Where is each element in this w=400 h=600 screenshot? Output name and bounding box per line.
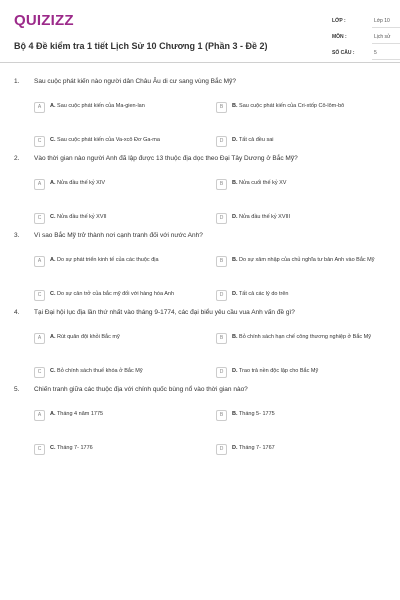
option-b[interactable] [216,177,386,195]
question-number: 5. [14,386,20,393]
option-letter-box: B [216,102,227,113]
option-key: B. [232,103,238,109]
option-letter-box: A [34,333,45,344]
question-5 [0,386,400,463]
question-number: 3. [14,232,20,239]
option-c[interactable] [34,134,204,152]
option-text: Tất cả đều sai [238,137,274,143]
option-key: A. [50,180,56,186]
quizizz-logo: QUIZIZZ [14,12,74,29]
option-a[interactable] [34,408,204,426]
option-letter-box: A [34,410,45,421]
option-key: C. [50,137,56,143]
option-text: Do sự cản trở của bắc mỹ đối với hàng hóa Anh [57,291,175,297]
option-letter-box: B [216,333,227,344]
option-key: D. [232,368,238,374]
option-key: C. [50,291,56,297]
option-letter-box: B [216,256,227,267]
option-b[interactable] [216,254,386,272]
option-c[interactable] [34,211,204,229]
option-d[interactable] [216,211,386,229]
option-d[interactable] [216,442,386,460]
question-number: 4. [14,309,20,316]
option-text: Tháng 5- 1775 [238,411,275,417]
option-a[interactable] [34,254,204,272]
option-a[interactable] [34,100,204,118]
option-d[interactable] [216,288,386,306]
option-text: Do sự phát triển kinh tế của các thuộc địa [57,257,159,263]
meta-row-subject [332,32,400,46]
option-letter-box: A [34,102,45,113]
option-letter-box: D [216,367,227,378]
option-text: Nửa đầu thế kỷ XVIII [239,214,291,220]
option-key: D. [232,137,238,143]
option-letter-box: C [34,367,45,378]
option-key: D. [232,445,238,451]
question-list [0,78,400,463]
question-number: 1. [14,78,20,85]
option-letter-box: B [216,410,227,421]
question-1 [0,78,400,155]
option-c[interactable] [34,442,204,460]
meta-value: 5 [372,48,400,60]
option-text: Do sự xâm nhập của chủ nghĩa tư bản Anh vào Bắc Mỹ [239,257,375,263]
option-key: A. [50,257,56,263]
option-letter-box: D [216,213,227,224]
question-text: Vào thời gian nào người Anh đã lập được 13 thuộc địa dọc theo Đại Tây Dương ở Bắc Mỹ? [34,155,298,162]
meta-row-class [332,16,400,30]
question-4 [0,309,400,386]
option-letter-box: D [216,136,227,147]
option-text: Tháng 4 năm 1775 [56,411,104,417]
option-text: Sau cuộc phát kiến của Ma-gien-lan [57,103,145,109]
option-text: Bỏ chính sách thuế khóa ở Bắc Mỹ [57,368,143,374]
header-divider [0,62,400,63]
option-b[interactable] [216,408,386,426]
option-letter-box: C [34,213,45,224]
meta-label: LỚP : [332,18,346,24]
option-text: Bỏ chính sách hạn chế công thương nghiệp ở Bắc Mỹ [239,334,372,340]
option-a[interactable] [34,177,204,195]
option-key: A. [50,334,56,340]
option-text: Sau cuộc phát kiến của Cri-xtốp Cô-lôm-bô [239,103,345,109]
option-key: D. [232,291,238,297]
option-letter-box: C [34,290,45,301]
meta-label: SỐ CÂU : [332,50,355,56]
option-key: B. [232,180,238,186]
option-d[interactable] [216,134,386,152]
option-key: C. [50,214,56,220]
option-letter-box: A [34,179,45,190]
option-key: B. [232,257,238,263]
meta-row-count [332,48,400,62]
option-text: Trao trả nền độc lập cho Bắc Mỹ [238,368,319,374]
option-letter-box: B [216,179,227,190]
option-text: Nửa cuối thế kỷ XV [239,180,287,186]
option-letter-box: D [216,444,227,455]
option-a[interactable] [34,331,204,349]
option-letter-box: C [34,444,45,455]
option-text: Tháng 7- 1776 [56,445,93,451]
option-text: Nửa đầu thế kỷ XVII [57,214,107,220]
meta-label: MÔN : [332,34,347,40]
option-c[interactable] [34,288,204,306]
question-3 [0,232,400,309]
meta-value: Lịch sử [372,32,400,44]
option-key: C. [50,368,56,374]
question-number: 2. [14,155,20,162]
option-b[interactable] [216,331,386,349]
option-text: Sau cuộc phát kiến của Va-xcô Đơ Ga-ma [57,137,160,143]
option-letter-box: A [34,256,45,267]
option-key: C. [50,445,56,451]
option-letter-box: D [216,290,227,301]
question-text: Tại Đại hội lục địa lần thứ nhất vào tháng 9-1774, các đại biểu yêu cầu vua Anh vấn đề gì? [34,309,295,316]
option-key: A. [50,411,56,417]
question-text: Chiến tranh giữa các thuộc địa với chính quốc bùng nổ vào thời gian nào? [34,386,248,393]
question-text: Sau cuộc phát kiến nào người dân Châu Âu di cư sang vùng Bắc Mỹ? [34,78,236,85]
option-text: Tháng 7- 1767 [238,445,275,451]
option-key: B. [232,411,238,417]
option-key: B. [232,334,238,340]
option-text: Rút quân đội khỏi Bắc mỹ [57,334,120,340]
question-text: Vì sao Bắc Mỹ trở thành nơi cạnh tranh đối với nước Anh? [34,232,203,239]
option-c[interactable] [34,365,204,383]
option-text: Tất cả các lý do trên [238,291,289,297]
option-letter-box: C [34,136,45,147]
option-key: A. [50,103,56,109]
question-2 [0,155,400,232]
option-b[interactable] [216,100,386,118]
meta-value: Lớp 10 [372,16,400,28]
worksheet-header [14,12,391,60]
option-d[interactable] [216,365,386,383]
meta-info [332,16,400,64]
option-text: Nửa đầu thế kỷ XIV [57,180,106,186]
option-key: D. [232,214,238,220]
worksheet-title: Bộ 4 Đề kiểm tra 1 tiết Lịch Sử 10 Chương 1 (Phần 3 - Đề 2) [14,41,268,51]
